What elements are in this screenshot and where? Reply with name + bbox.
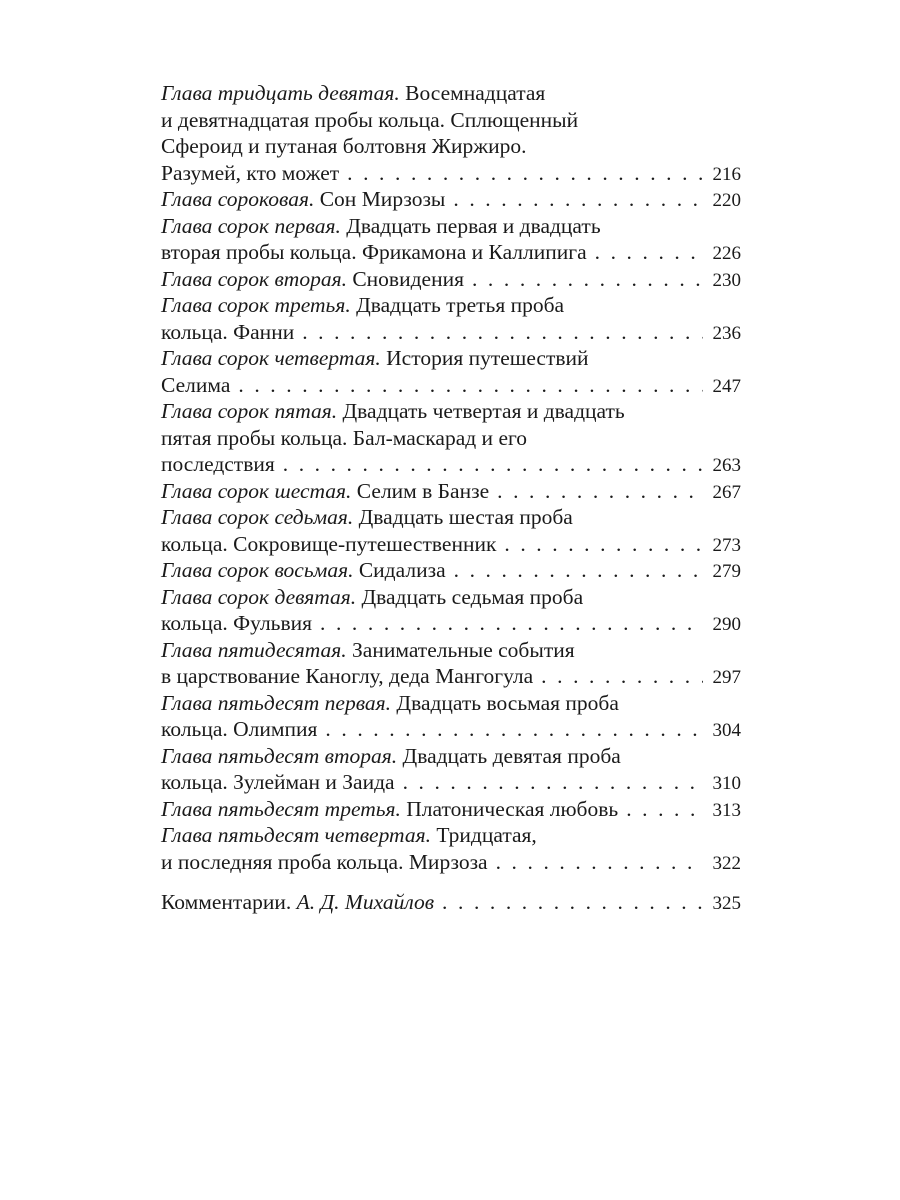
toc-entry-line: [161, 822, 741, 849]
page-number: 220: [712, 190, 741, 211]
toc-entry[interactable]: [161, 637, 741, 690]
toc-entry[interactable]: [161, 266, 741, 293]
page-number: 247: [712, 375, 741, 397]
chapter-title-text: Тридцатая,: [436, 823, 537, 847]
chapter-title-text: Сфероид и путаная болтовня Жиржиро.: [161, 134, 527, 158]
toc-entry[interactable]: [161, 186, 741, 213]
commentary-author: А. Д. Михайлов: [296, 890, 435, 914]
chapter-title-text: кольца. Зулейман и Заида: [161, 770, 395, 794]
toc-entry-line: [161, 849, 741, 876]
chapter-title-text: Двадцать третья проба: [356, 293, 565, 317]
chapter-title-text: Селима: [161, 372, 231, 397]
commentary-label: Комментарии.: [161, 890, 292, 914]
page-number: 267: [712, 481, 741, 503]
toc-entry-line: [161, 584, 741, 611]
toc-entry-line: [161, 637, 741, 664]
chapter-title-text: вторая пробы кольца. Фрикамона и Каллипига: [161, 240, 587, 264]
page-number: 304: [712, 720, 741, 741]
chapter-title-text: Двадцать восьмая проба: [396, 690, 619, 715]
toc-entry-line: [161, 345, 741, 372]
toc-list: [161, 80, 741, 916]
dot-leader: [504, 531, 703, 558]
dot-leader: [626, 796, 703, 823]
toc-entry[interactable]: [161, 796, 741, 823]
toc-entry-line: [161, 451, 741, 478]
dot-leader: [325, 716, 703, 743]
toc-entry-line: [161, 160, 741, 187]
chapter-title-text: Занимательные события: [352, 637, 575, 662]
dot-leader: [403, 769, 703, 796]
toc-entry-line: [161, 398, 741, 425]
toc-entry-line: [161, 292, 741, 319]
page-number: 263: [712, 455, 741, 476]
dot-leader: [541, 663, 703, 690]
chapter-title-text: Двадцать четвертая и двадцать: [342, 399, 625, 423]
chapter-title-text: История путешествий: [386, 346, 589, 370]
chapter-title-text: Двадцать седьмая проба: [361, 584, 584, 609]
toc-entry-line: [161, 610, 741, 637]
dot-leader: [497, 478, 703, 505]
chapter-heading: Глава сорок седьмая.: [161, 505, 354, 529]
chapter-heading: Глава сорок девятая.: [161, 584, 357, 609]
toc-entry[interactable]: [161, 213, 741, 266]
dot-leader: [320, 610, 703, 637]
page-number: 322: [712, 852, 741, 874]
chapter-title-text: последствия: [161, 452, 275, 476]
chapter-heading: Глава пятьдесят третья.: [161, 796, 401, 821]
chapter-title-text: Двадцать девятая проба: [402, 743, 621, 768]
chapter-heading: Глава пятидесятая.: [161, 637, 347, 662]
toc-entry-line: [161, 186, 741, 213]
dot-leader: [238, 372, 703, 399]
chapter-heading: Глава сорок шестая.: [161, 478, 352, 503]
dot-leader: [454, 557, 703, 584]
chapter-title-text: и последняя проба кольца. Мирзоза: [161, 849, 488, 874]
chapter-title-text: Сон Мирзозы: [319, 187, 446, 211]
page-number: 325: [712, 893, 741, 914]
toc-entry-line: [161, 743, 741, 770]
dot-leader: [595, 239, 703, 266]
chapter-heading: Глава сороковая.: [161, 187, 315, 211]
toc-entry[interactable]: [161, 398, 741, 478]
toc-entry-line: [161, 504, 741, 531]
toc-entry[interactable]: [161, 743, 741, 796]
chapter-heading: Глава сорок первая.: [161, 213, 341, 238]
chapter-title-text: кольца. Фанни: [161, 319, 295, 344]
toc-entry-line: [161, 557, 741, 584]
dot-leader: [496, 849, 703, 876]
chapter-title-text: Сидализа: [358, 558, 446, 582]
toc-entry-line: [161, 319, 741, 346]
toc-entry[interactable]: [161, 345, 741, 398]
toc-entry[interactable]: [161, 478, 741, 505]
toc-entry-line: [161, 769, 741, 796]
toc-entry[interactable]: [161, 822, 741, 875]
chapter-title-text: Двадцать шестая проба: [358, 505, 573, 529]
chapter-title-text: Платоническая любовь: [406, 796, 619, 821]
toc-entry-line: [161, 796, 741, 823]
toc-entry-line: [161, 663, 741, 690]
page-number: 297: [712, 667, 741, 688]
toc-entry-line: [161, 266, 741, 293]
chapter-title-text: кольца. Олимпия: [161, 717, 318, 741]
chapter-title-text: кольца. Фульвия: [161, 611, 313, 635]
chapter-title-text: и девятнадцатая пробы кольца. Сплющенный: [161, 107, 579, 132]
toc-entry[interactable]: [161, 584, 741, 637]
chapter-heading: Глава сорок третья.: [161, 293, 351, 317]
toc-entry[interactable]: [161, 292, 741, 345]
toc-entry-line: [161, 239, 741, 266]
toc-entry-line: [161, 531, 741, 558]
table-of-contents: [161, 80, 741, 916]
toc-entry-line: [161, 372, 741, 399]
chapter-title-text: в царствование Каноглу, деда Мангогула: [161, 664, 534, 688]
dot-leader: [472, 266, 703, 293]
chapter-heading: Глава сорок пятая.: [161, 399, 338, 423]
page-number: 273: [712, 534, 741, 556]
toc-entry[interactable]: [161, 557, 741, 584]
dot-leader: [453, 186, 703, 213]
chapter-heading: Глава сорок вторая.: [161, 266, 347, 291]
toc-entry-commentary[interactable]: [161, 889, 741, 916]
chapter-title-text: Разумей, кто может: [161, 160, 340, 185]
chapter-title-text: Сновидения: [352, 266, 464, 291]
dot-leader: [442, 889, 703, 916]
chapter-heading: Глава пятьдесят четвертая.: [161, 823, 431, 847]
page-number: 313: [712, 799, 741, 821]
dot-leader: [283, 451, 703, 478]
dot-leader: [347, 160, 703, 187]
chapter-title-text: кольца. Сокровище-путешественник: [161, 531, 497, 556]
chapter-title-text: Селим в Банзе: [356, 478, 490, 503]
toc-entry-line: [161, 478, 741, 505]
chapter-title-text: Восемнадцатая: [405, 81, 546, 105]
toc-entry-line: [161, 425, 741, 452]
toc-entry-line: [161, 80, 741, 107]
toc-entry-line: [161, 213, 741, 240]
page-number: 216: [712, 163, 741, 185]
toc-entry-line: [161, 889, 741, 916]
chapter-title-text: Двадцать первая и двадцать: [346, 213, 601, 238]
chapter-heading: Глава сорок четвертая.: [161, 346, 381, 370]
chapter-title-text: пятая пробы кольца. Бал-маскарад и его: [161, 425, 528, 450]
toc-entry-line: [161, 133, 741, 160]
chapter-heading: Глава сорок восьмая.: [161, 558, 354, 582]
toc-entry-line: [161, 107, 741, 134]
page-number: 236: [712, 322, 741, 344]
page-number: 226: [712, 243, 741, 264]
page-number: 279: [712, 561, 741, 582]
toc-entry[interactable]: [161, 690, 741, 743]
page-number: 230: [712, 269, 741, 291]
page-number: 290: [712, 614, 741, 635]
chapter-heading: Глава пятьдесят первая.: [161, 690, 392, 715]
toc-entry-line: [161, 716, 741, 743]
chapter-heading: Глава тридцать девятая.: [161, 81, 400, 105]
dot-leader: [302, 319, 703, 346]
toc-entry[interactable]: [161, 80, 741, 186]
toc-entry-line: [161, 690, 741, 717]
chapter-heading: Глава пятьдесят вторая.: [161, 743, 398, 768]
page-number: 310: [712, 773, 741, 794]
toc-entry[interactable]: [161, 504, 741, 557]
